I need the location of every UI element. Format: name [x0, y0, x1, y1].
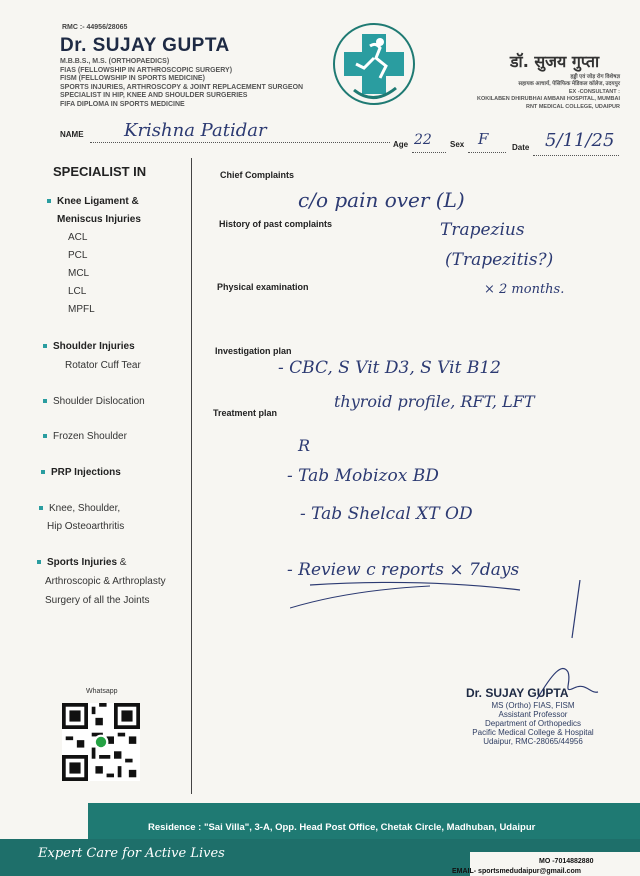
email-address: EMAIL- sportsmedudaipur@gmail.com — [452, 868, 581, 875]
shoulder-dislocation: Shoulder Dislocation — [43, 396, 145, 407]
sports-injuries: Sports Injuries & — [37, 557, 126, 568]
mobile-number: MO -7014882880 — [539, 858, 594, 865]
knee-title-2: Meniscus Injuries — [57, 214, 141, 225]
age-label: Age — [393, 140, 409, 149]
rx-line: - Review c reports × 7days — [287, 560, 520, 580]
sig-line: Department of Orthopedics — [484, 719, 582, 728]
name-label: NAME — [60, 130, 84, 139]
qualifications — [60, 58, 350, 110]
sports-line-2: Arthroscopic & Arthroplasty — [45, 576, 166, 587]
bullet-icon — [47, 199, 51, 203]
qual-line: FIFA DIPLOMA IN SPORTS MEDICINE — [60, 100, 185, 108]
clinic-logo-icon — [332, 20, 416, 108]
specialist-title: SPECIALIST IN — [53, 164, 147, 179]
investigation-label: Investigation plan — [215, 346, 292, 356]
footer-band — [88, 803, 640, 839]
hq-line: RNT MEDICAL COLLEGE, UDAIPUR — [525, 103, 620, 110]
bullet-icon — [39, 506, 43, 510]
hq-line: KOKILABEN DHIRUBHAI AMBANI HOSPITAL, MUMBAI — [477, 96, 620, 103]
hindi-qualifications — [440, 74, 620, 111]
physical-exam-label: Physical examination — [217, 282, 309, 292]
investigation-line: - CBC, S Vit D3, S Vit B12 — [278, 358, 501, 378]
bullet-icon — [41, 470, 45, 474]
tagline: Expert Care for Active Lives — [38, 846, 225, 861]
date-label: Date — [512, 143, 530, 152]
doctor-name-hindi: डॉ. सुजय गुप्ता — [510, 52, 600, 71]
knee-title: Knee Ligament & — [47, 196, 139, 207]
knee-item: LCL — [68, 286, 87, 297]
qual-line: SPORTS INJURIES, ARTHROSCOPY & JOINT REPLACEMENT SURGEON — [60, 83, 304, 91]
signature-name: Dr. SUJAY GUPTA — [466, 686, 569, 700]
patient-name: Krishna Patidar — [124, 120, 267, 141]
knee-item: MCL — [68, 268, 90, 279]
qual-line: FIAS (FELLOWSHIP IN ARTHROSCOPIC SURGERY) — [60, 66, 233, 74]
sex-label: Sex — [450, 140, 465, 149]
osteoarthritis-2: Hip Osteoarthritis — [47, 521, 125, 532]
shoulder-title: Shoulder Injuries — [43, 341, 135, 352]
hq-line: हड्डी एवं जोड़ रोग विशेषज्ञ — [570, 74, 620, 80]
rx-symbol: R — [298, 436, 311, 455]
doctor-name: Dr. SUJAY GUPTA — [60, 35, 230, 56]
hq-line: EX -CONSULTANT : — [568, 88, 620, 95]
bullet-icon — [43, 344, 47, 348]
rmc-number: RMC :- 44956/28065 — [62, 24, 128, 31]
bullet-icon — [43, 434, 47, 438]
qual-line: FISM (FELLOWSHIP IN SPORTS MEDICINE) — [60, 75, 205, 83]
residence-address: Residence : "Sai Villa", 3-A, Opp. Head Post Office, Chetak Circle, Madhuban, Udaipur — [148, 822, 536, 833]
hq-line: सहायक आचार्य, पेसिफिक मेडिकल कॉलेज, उदयपुर — [518, 81, 620, 88]
osteoarthritis: Knee, Shoulder, — [39, 503, 120, 514]
complaint-line: Trapezius — [440, 220, 525, 240]
visit-date: 5/11/25 — [545, 130, 615, 151]
whatsapp-label: Whatsapp — [86, 688, 118, 695]
patient-sex: F — [478, 130, 489, 148]
patient-age: 22 — [414, 132, 432, 148]
shoulder-item: Rotator Cuff Tear — [65, 360, 141, 371]
frozen-shoulder: Frozen Shoulder — [43, 431, 127, 442]
qr-code-icon — [62, 703, 140, 781]
knee-item: MPFL — [68, 304, 95, 315]
knee-item: PCL — [68, 250, 88, 261]
sig-line: Pacific Medical College & Hospital — [472, 728, 594, 737]
treatment-label: Treatment plan — [213, 408, 278, 418]
investigation-line: thyroid profile, RFT, LFT — [334, 392, 535, 411]
column-divider — [191, 158, 192, 794]
prp-injections: PRP Injections — [41, 467, 121, 478]
sig-line: Udaipur, RMC-28065/44956 — [483, 737, 583, 746]
chief-complaints-label: Chief Complaints — [220, 170, 295, 180]
bullet-icon — [37, 560, 41, 564]
knee-item: ACL — [68, 232, 88, 243]
qual-line: M.B.B.S., M.S. (ORTHOPAEDICS) — [60, 58, 170, 65]
history-label: History of past complaints — [219, 219, 333, 229]
qual-line: SPECIALIST IN HIP, KNEE AND SHOULDER SURGERIES — [60, 92, 248, 100]
complaint-line: × 2 months. — [484, 282, 565, 297]
sig-line: MS (Ortho) FIAS, FISM — [491, 701, 575, 710]
sports-line-3: Surgery of all the Joints — [45, 595, 150, 606]
signature-details — [458, 701, 608, 746]
rx-line: - Tab Shelcal XT OD — [300, 504, 473, 524]
sig-line: Assistant Professor — [498, 710, 568, 719]
rx-line: - Tab Mobizox BD — [287, 466, 439, 486]
complaint-line: c/o pain over (L) — [298, 188, 465, 212]
complaint-line: (Trapezitis?) — [445, 250, 554, 270]
bullet-icon — [43, 399, 47, 403]
handwritten-strokes — [290, 580, 620, 640]
